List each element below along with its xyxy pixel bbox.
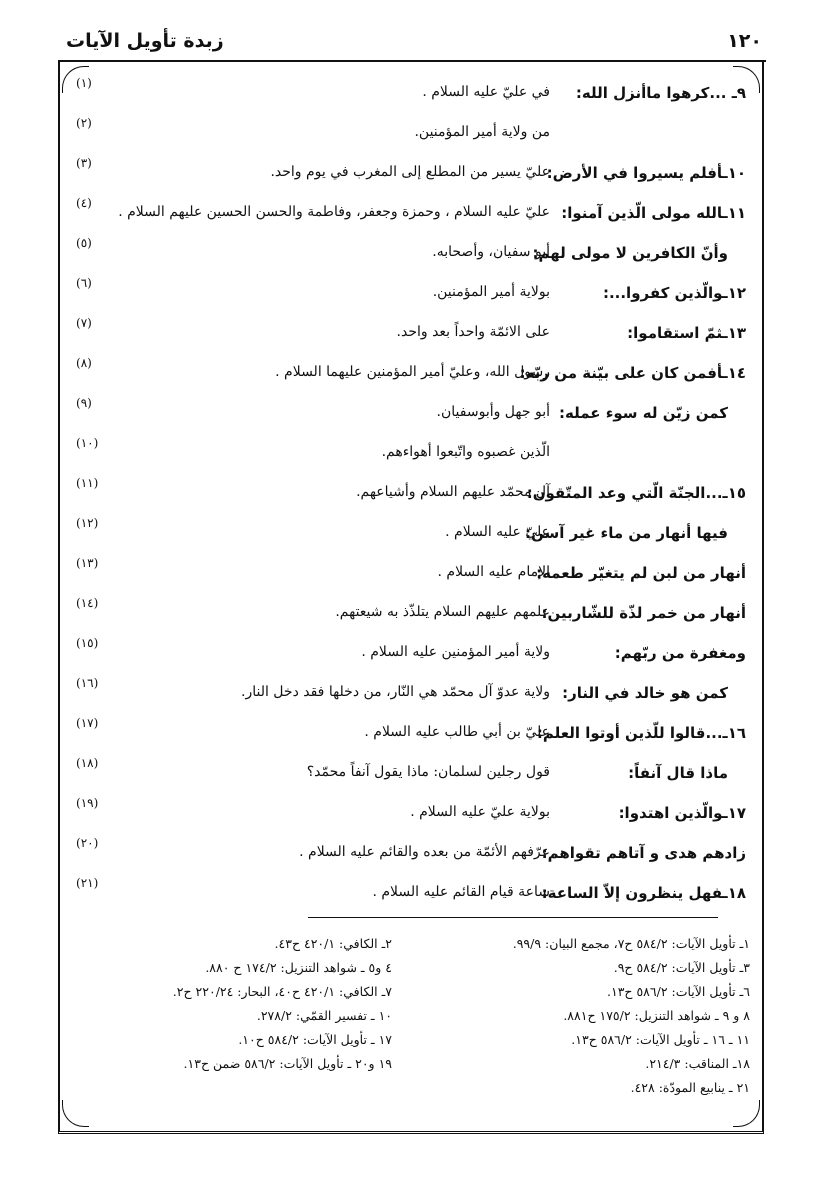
entry-gloss: الإمام عليه السلام .: [437, 564, 550, 580]
footnote-reference: ١٠ ـ تفسير القمّي: ٢٧٨/٢.: [256, 1008, 392, 1023]
entry-gloss: عليّ عليه السلام ، وحمزة وجعفر، وفاطمة والحسن الحسين عليهم السلام .: [118, 204, 550, 220]
entry-gloss: من ولاية أمير المؤمنين.: [414, 124, 550, 140]
entry-term: ١٥ـ...الجنّة الّتي وعد المتّقون:: [526, 484, 746, 502]
footnote-reference: ٢ـ الكافي: ٤٢٠/١ ح٤٣.: [274, 936, 392, 951]
footnote-marker: (١٢): [76, 516, 99, 530]
entry-gloss: بولاية عليّ عليه السلام .: [410, 804, 550, 820]
entry-term: ١٣ـثمّ استقاموا:: [627, 324, 746, 342]
footnote-reference: ١٩ و٢٠ ـ تأويل الآيات: ٥٨٦/٢ ضمن ح١٣.: [183, 1056, 392, 1071]
footnote-reference: ١١ ـ ١٦ ـ تأويل الآيات: ٥٨٦/٢ ح١٣.: [571, 1032, 750, 1047]
entry-term: زادهم هدى و آتاهم تقواهم:: [541, 844, 746, 862]
entry-term: ١١ـالله مولى الّذين آمنوا:: [561, 204, 746, 222]
entry-term: أنهار من خمر لذّة للشّاربين:: [541, 604, 746, 622]
entry-term: ماذا قال آنفاً:: [628, 764, 728, 782]
footnote-reference: ٨ و ٩ ـ شواهد التنزيل: ١٧٥/٢ ح٨٨١.: [563, 1008, 750, 1023]
entry-row: [70, 556, 746, 590]
entry-term: وأنّ الكافرين لا مولى لهم:: [532, 244, 728, 262]
entry-gloss: في عليّ عليه السلام .: [422, 84, 550, 100]
running-header-title: زبدة تأويل الآيات: [66, 30, 224, 52]
entry-row: [70, 396, 746, 430]
footnote-marker: (٧): [76, 316, 92, 330]
footnote-marker: (١٩): [76, 796, 99, 810]
footnote-reference: ٧ـ الكافي: ٤٢٠/١ ح٤٠، البحار: ٢٢٠/٢٤ ح٢.: [172, 984, 392, 999]
entry-row: [70, 836, 746, 870]
entry-gloss: ساعة قيام القائم عليه السلام .: [372, 884, 550, 900]
footnote-marker: (١٨): [76, 756, 99, 770]
entry-row: [70, 356, 746, 390]
entry-term: كمن هو خالد في النار:: [562, 684, 728, 702]
entry-row: [70, 276, 746, 310]
entry-term: ١٠ـأفلم يسيروا في الأرض:: [546, 164, 746, 182]
footnote-marker: (١): [76, 76, 92, 90]
footnote-reference: ٣ـ تأويل الآيات: ٥٨٤/٢ ح٩.: [613, 960, 750, 975]
footnote-reference: ١ـ تأويل الآيات: ٥٨٤/٢ ح٧، مجمع البيان: ٩٩/٩.: [512, 936, 750, 951]
entry-row: [70, 116, 746, 150]
entry-row: [70, 316, 746, 350]
entry-row: [70, 796, 746, 830]
footnote-marker: (١٦): [76, 676, 99, 690]
footnote-marker: (٦): [76, 276, 92, 290]
entry-gloss: قول رجلين لسلمان: ماذا يقول آنفاً محمّد؟: [306, 764, 550, 780]
footnote-marker: (٣): [76, 156, 92, 170]
footnote-reference: ١٨ـ المناقب: ٢١٤/٣.: [645, 1056, 750, 1071]
entry-term: كمن زيّن له سوء عمله:: [558, 404, 728, 422]
footnote-marker: (١٧): [76, 716, 99, 730]
entry-gloss: آل محمّد عليهم السلام وأشياعهم.: [356, 484, 550, 500]
entry-row: [70, 156, 746, 190]
footnote-marker: (٢٠): [76, 836, 99, 850]
entry-row: [70, 196, 746, 230]
entry-row: [70, 436, 746, 470]
entry-row: [70, 236, 746, 270]
entry-term: أنهار من لبن لم يتغيّر طعمه:: [536, 564, 746, 582]
entry-row: [70, 876, 746, 910]
entry-term: ١٤ـأفمن كان على بيّنة من ربّه:: [519, 364, 746, 382]
entry-gloss: ولاية أمير المؤمنين عليه السلام .: [361, 644, 550, 660]
entry-gloss: عليّ يسير من المطلع إلى المغرب في يوم واحد.: [270, 164, 550, 180]
entry-gloss: أبو جهل وأبوسفيان.: [436, 404, 550, 420]
entry-gloss: ولاية عدوّ آل محمّد هي النّار، من دخلها فقد دخل النار.: [241, 684, 550, 700]
page-number: ١٢٠: [727, 30, 762, 52]
footnote-reference: ٤ و٥ ـ شواهد التنزيل: ١٧٤/٢ ح ٨٨٠.: [205, 960, 392, 975]
entry-term: ومغفرة من ربّهم:: [614, 644, 746, 662]
footnote-reference: ٢١ ـ ينابيع المودّة: ٤٢٨.: [630, 1080, 750, 1095]
entry-gloss: عليّ عليه السلام .: [445, 524, 550, 540]
entry-term: ١٢ـوالّذين كفروا...:: [602, 284, 746, 302]
footnote-marker: (١٥): [76, 636, 99, 650]
entry-gloss: أبو سفيان، وأصحابه.: [432, 244, 550, 260]
entry-row: [70, 476, 746, 510]
entry-term: ١٧ـوالّذين اهتدوا:: [618, 804, 746, 822]
entry-gloss: الّذين غصبوه واتّبعوا أهواءهم.: [381, 444, 550, 460]
entry-row: [70, 76, 746, 110]
entry-gloss: عليّ بن أبي طالب عليه السلام .: [364, 724, 550, 740]
entry-term: ١٨ـفهل ينظرون إلاّ الساعة:: [541, 884, 746, 902]
footnote-marker: (٢١): [76, 876, 99, 890]
footnote-marker: (١١): [76, 476, 99, 490]
footnote-marker: (٩): [76, 396, 92, 410]
entry-gloss: علمهم عليهم السلام يتلذّذ به شيعتهم.: [335, 604, 550, 620]
footnote-marker: (١٣): [76, 556, 99, 570]
entry-row: [70, 636, 746, 670]
entry-row: [70, 596, 746, 630]
footnote-marker: (٤): [76, 196, 92, 210]
entry-row: [70, 516, 746, 550]
entry-row: [70, 716, 746, 750]
footnote-separator: [308, 917, 718, 918]
footnote-marker: (٥): [76, 236, 92, 250]
entry-row: [70, 676, 746, 710]
footnote-marker: (٨): [76, 356, 92, 370]
footnote-marker: (١٤): [76, 596, 99, 610]
entry-term: فيها أنهار من ماء غير آسن:: [525, 524, 728, 542]
entry-gloss: على الائمّة واحداً بعد واحد.: [396, 324, 550, 340]
footnote-marker: (٢): [76, 116, 92, 130]
footnote-reference: ٦ـ تأويل الآيات: ٥٨٦/٢ ح١٣.: [607, 984, 750, 999]
footnote-marker: (١٠): [76, 436, 99, 450]
entry-gloss: رسول الله، وعليّ أمير المؤمنين عليهما السلام .: [275, 364, 550, 380]
entry-gloss: عرّفهم الأئمّة من بعده والقائم عليه السلام .: [299, 844, 550, 860]
entry-term: ٩ـ ...كرهوا ماأنزل الله:: [575, 84, 746, 102]
entry-gloss: بولاية أمير المؤمنين.: [432, 284, 550, 300]
footnote-reference: ١٧ ـ تأويل الآيات: ٥٨٤/٢ ح١٠.: [238, 1032, 392, 1047]
entry-row: [70, 756, 746, 790]
entry-term: ١٦ـ...قالوا للّذين أوتوا العلم:: [536, 724, 746, 742]
